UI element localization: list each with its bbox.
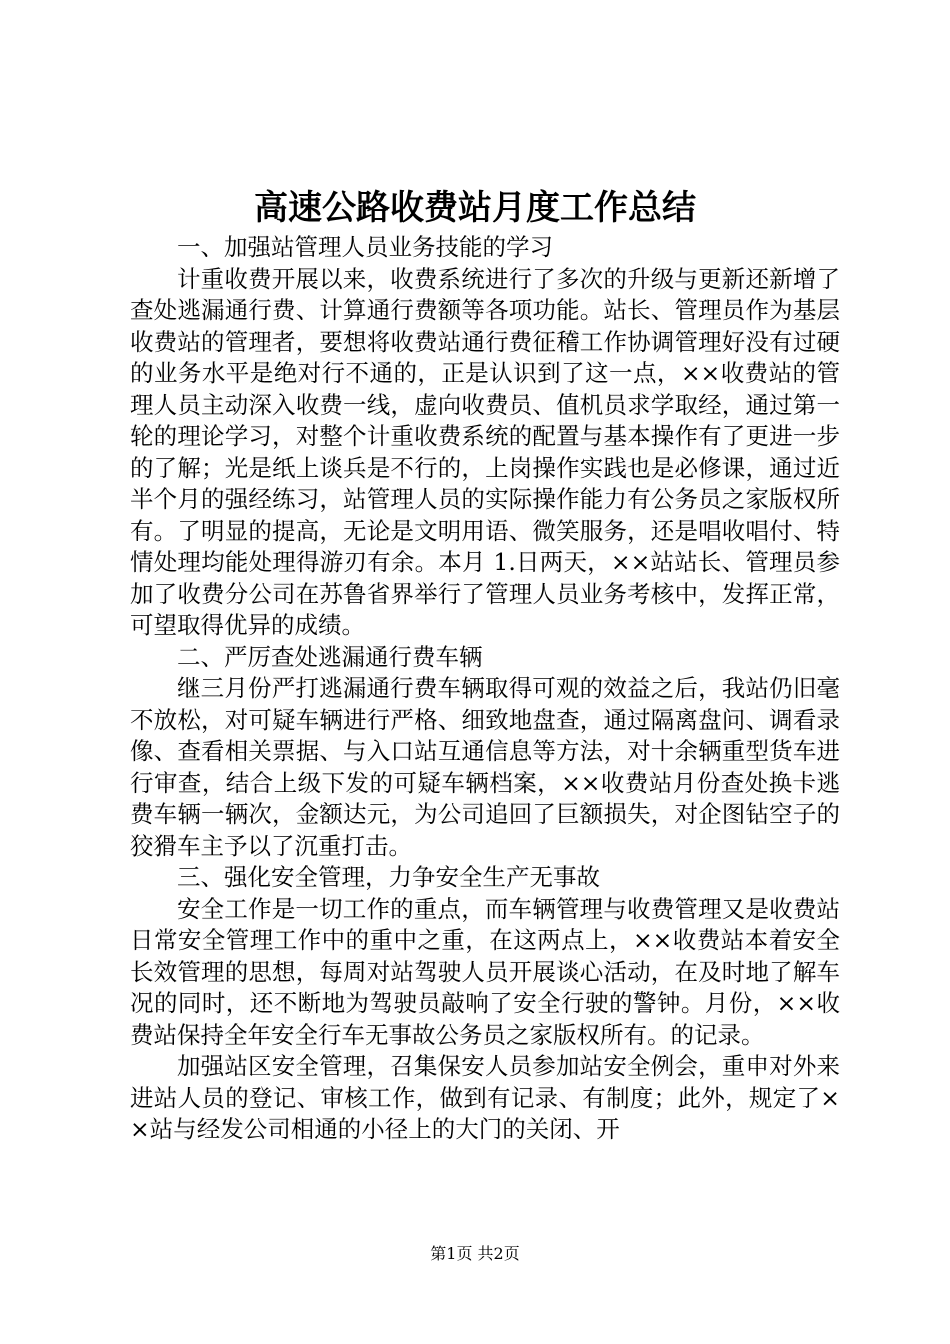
paragraph-2: 继三月份严打逃漏通行费车辆取得可观的效益之后，我站仍旧毫不放松，对可疑车辆进行严格、细致地盘查，通过隔离盘问、调看录像、查看相关票据、与入口站互通信息等方法，对十余辆重型货车进行审查，结合上级下发的可疑车辆档案，××收费站月份查处换卡逃费车辆一辆次，金额达元，为公司追回了巨额损失，对企图钻空子的狡猾车主予以了沉重打击。	[130, 674, 840, 860]
section-heading-2: 二、严厉查处逃漏通行费车辆	[177, 642, 483, 671]
paragraph-3: 安全工作是一切工作的重点，而车辆管理与收费管理又是收费站日常安全管理工作中的重中之重，在这两点上，××收费站本着安全长效管理的思想，每周对站驾驶人员开展谈心活动，在及时地了解车况的同时，还不断地为驾驶员敲响了安全行驶的警钟。月份，××收费站保持全年安全行车无事故公务员之家版权所有。的记录。	[130, 894, 840, 1049]
document-body	[130, 232, 840, 1146]
page-title: 高速公路收费站月度工作总结	[254, 188, 696, 228]
section-heading-3: 三、强化安全管理，力争安全生产无事故	[177, 863, 600, 891]
paragraph-1: 计重收费开展以来，收费系统进行了多次的升级与更新还新增了查处逃漏通行费、计算通行费额等各项功能。站长、管理员作为基层收费站的管理者，要想将收费站通行费征稽工作协调管理好没有过硬的业务水平是绝对行不通的，正是认识到了这一点，××收费站的管理人员主动深入收费一线，虚向收费员、值机员求学取经，通过第一轮的理论学习，对整个计重收费系统的配置与基本操作有了更进一步的了解；光是纸上谈兵是不行的，上岗操作实践也是必修课，通过近半个月的强经练习，站管理人员的实际操作能力有公务员之家版权所有。了明显的提高，无论是文明用语、微笑服务，还是唱收唱付、特情处理均能处理得游刃有余。本月 1.日两天，××站站长、管理员参加了收费分公司在苏鲁省界举行了管理人员业务考核中，发挥正常，可望取得优异的成绩。	[130, 264, 840, 639]
paragraph-4: 加强站区安全管理，召集保安人员参加站安全例会，重申对外来进站人员的登记、审核工作，做到有记录、有制度；此外，规定了××站与经发公司相通的小径上的大门的关闭、开	[130, 1052, 840, 1143]
page-footer: 第1页 共2页	[430, 1244, 520, 1263]
section-heading-1: 一、加强站管理人员业务技能的学习	[177, 233, 553, 261]
